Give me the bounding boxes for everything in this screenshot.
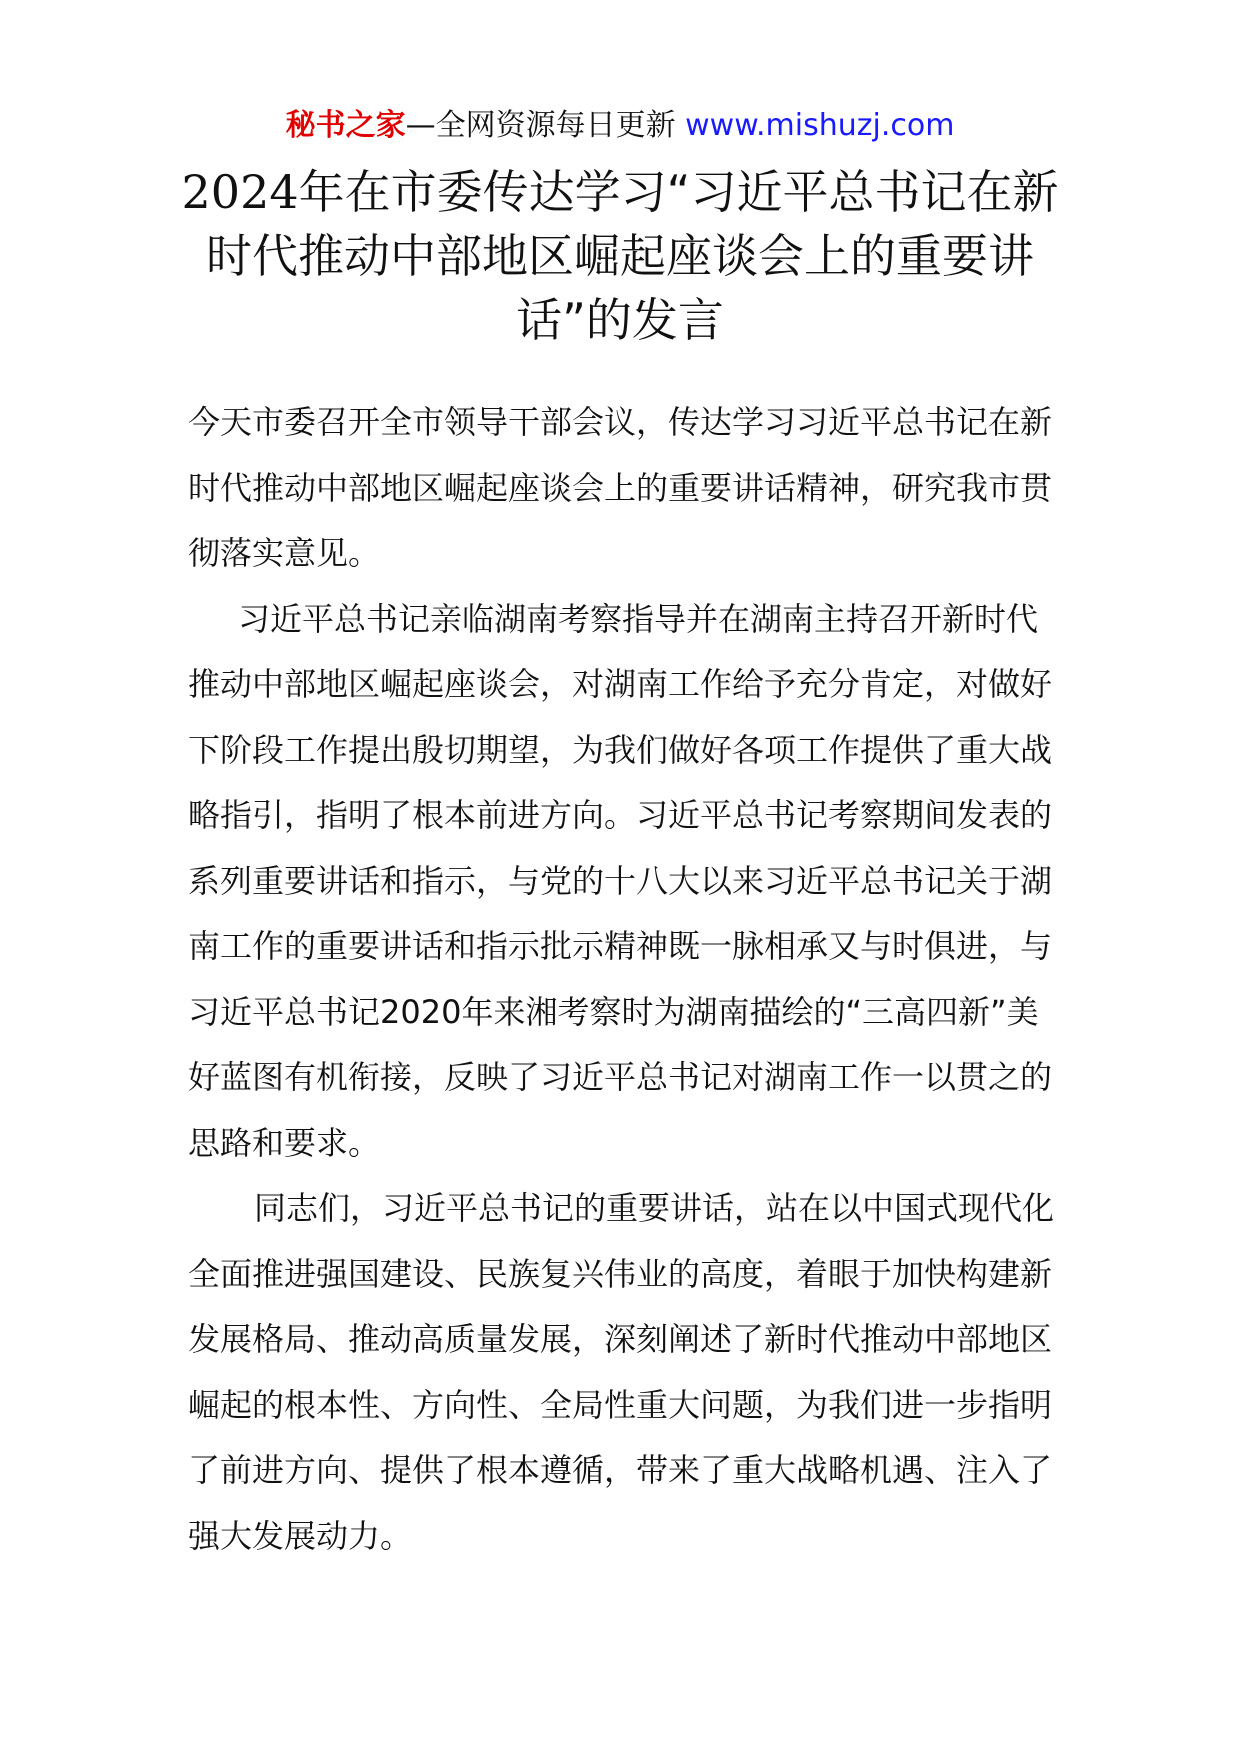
document-body: [188, 390, 1068, 1569]
title-year: 2024: [181, 165, 299, 219]
document-title: [180, 160, 1060, 352]
title-text: 年在市委传达学习“习近平总书记在新时代推动中部地区崛起座谈会上的重要讲话”的发言: [206, 165, 1059, 347]
site-brand: 秘书之家: [285, 108, 406, 143]
paragraph-1: 今天市委召开全市领导干部会议，传达学习习近平总书记在新时代推动中部地区崛起座谈会上的重要讲话精神，研究我市贯彻落实意见。: [188, 403, 1053, 572]
site-slogan: —全网资源每日更新: [405, 108, 676, 143]
paragraph-2: 习近平总书记亲临湖南考察指导并在湖南主持召开新时代推动中部地区崛起座谈会，对湖南工作给予充分肯定，对做好下阶段工作提出殷切期望，为我们做好各项工作提供了重大战略指引，指明了根本前进方向。习近平总书记考察期间发表的系列重要讲话和指示，与党的十八大以来习近平总书记关于湖南工作的重要讲话和指示批示精神既一脉相承又与时俱进，与习近平总书记2020年来湘考察时为湖南描绘的“三高四新”美好蓝图有机衔接，反映了习近平总书记对湖南工作一以贯之的思路和要求。: [188, 599, 1053, 1162]
site-header: [0, 106, 1240, 146]
site-url-link[interactable]: www.mishuzj.com: [685, 108, 955, 143]
paragraph-3: 同志们，习近平总书记的重要讲话，站在以中国式现代化全面推进强国建设、民族复兴伟业的高度，着眼于加快构建新发展格局、推动高质量发展，深刻阐述了新时代推动中部地区崛起的根本性、方向性、全局性重大问题，为我们进一步指明了前进方向、提供了根本遵循，带来了重大战略机遇、注入了强大发展动力。: [188, 1189, 1055, 1555]
